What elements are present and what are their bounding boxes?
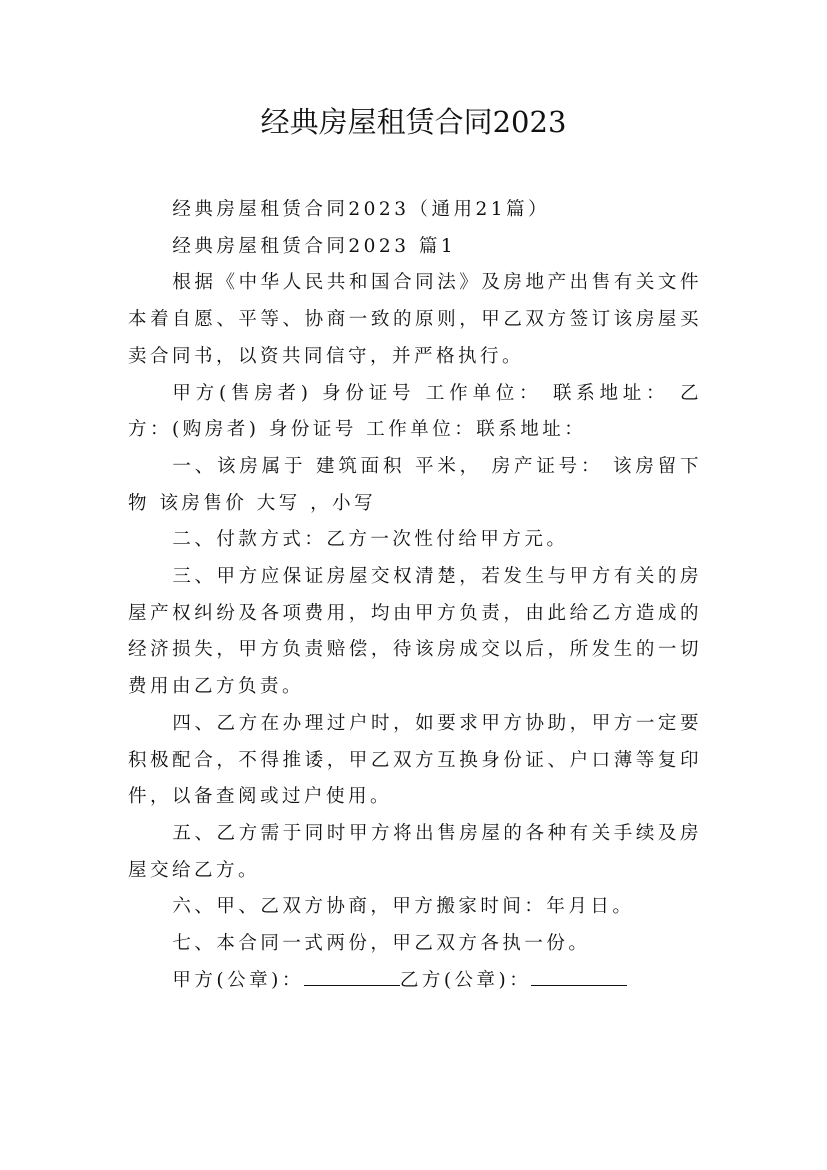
party-a-seal-blank — [304, 967, 400, 986]
paragraph-preamble: 根据《中华人民共和国合同法》及房地产出售有关文件本着自愿、平等、协商一致的原则，甲乙双方签订该房屋买卖合同书，以资共同信守，并严格执行。 — [128, 272, 702, 367]
signature-line — [128, 963, 702, 1000]
paragraph-clause-1: 一、该房属于 建筑面积 平米， 房产证号： 该房留下物 该房售价 大写 ，小写 — [128, 455, 702, 514]
document-title: 经典房屋租赁合同2023 — [260, 105, 567, 139]
paragraph-clause-3: 三、甲方应保证房屋交权清楚，若发生与甲方有关的房屋产权纠纷及各项费用，均由甲方负责，由此给乙方造成的经济损失，甲方负责赔偿，待该房成交以后，所发生的一切费用由乙方负责。 — [128, 566, 702, 698]
party-b-seal-blank — [531, 967, 627, 986]
party-b-seal-label: 乙方(公章)： — [399, 969, 532, 991]
paragraph-clause-7: 七、本合同一式两份，甲乙双方各执一份。 — [172, 933, 591, 955]
paragraph-parties: 甲方(售房者) 身份证号 工作单位： 联系地址： 乙方：(购房者) 身份证号 工作单位：联系地址： — [128, 382, 702, 441]
paragraph-clause-6: 六、甲、乙双方协商，甲方搬家时间：年月日。 — [172, 896, 635, 918]
paragraph-clause-4: 四、乙方在办理过户时，如要求甲方协助，甲方一定要积极配合，不得推诿，甲乙双方互换身份证、户口薄等复印件，以备查阅或过户使用。 — [128, 712, 702, 808]
paragraph-subtitle: 经典房屋租赁合同2023（通用21篇） — [172, 199, 551, 220]
party-a-seal-label: 甲方(公章)： — [172, 969, 304, 991]
document-body — [128, 192, 702, 999]
paragraph-clause-5: 五、乙方需于同时甲方将出售房屋的各种有关手续及房屋交给乙方。 — [128, 822, 702, 881]
paragraph-clause-2: 二、付款方式：乙方一次性付给甲方元。 — [172, 529, 569, 551]
paragraph-section-heading: 经典房屋租赁合同2023 篇1 — [172, 235, 457, 257]
